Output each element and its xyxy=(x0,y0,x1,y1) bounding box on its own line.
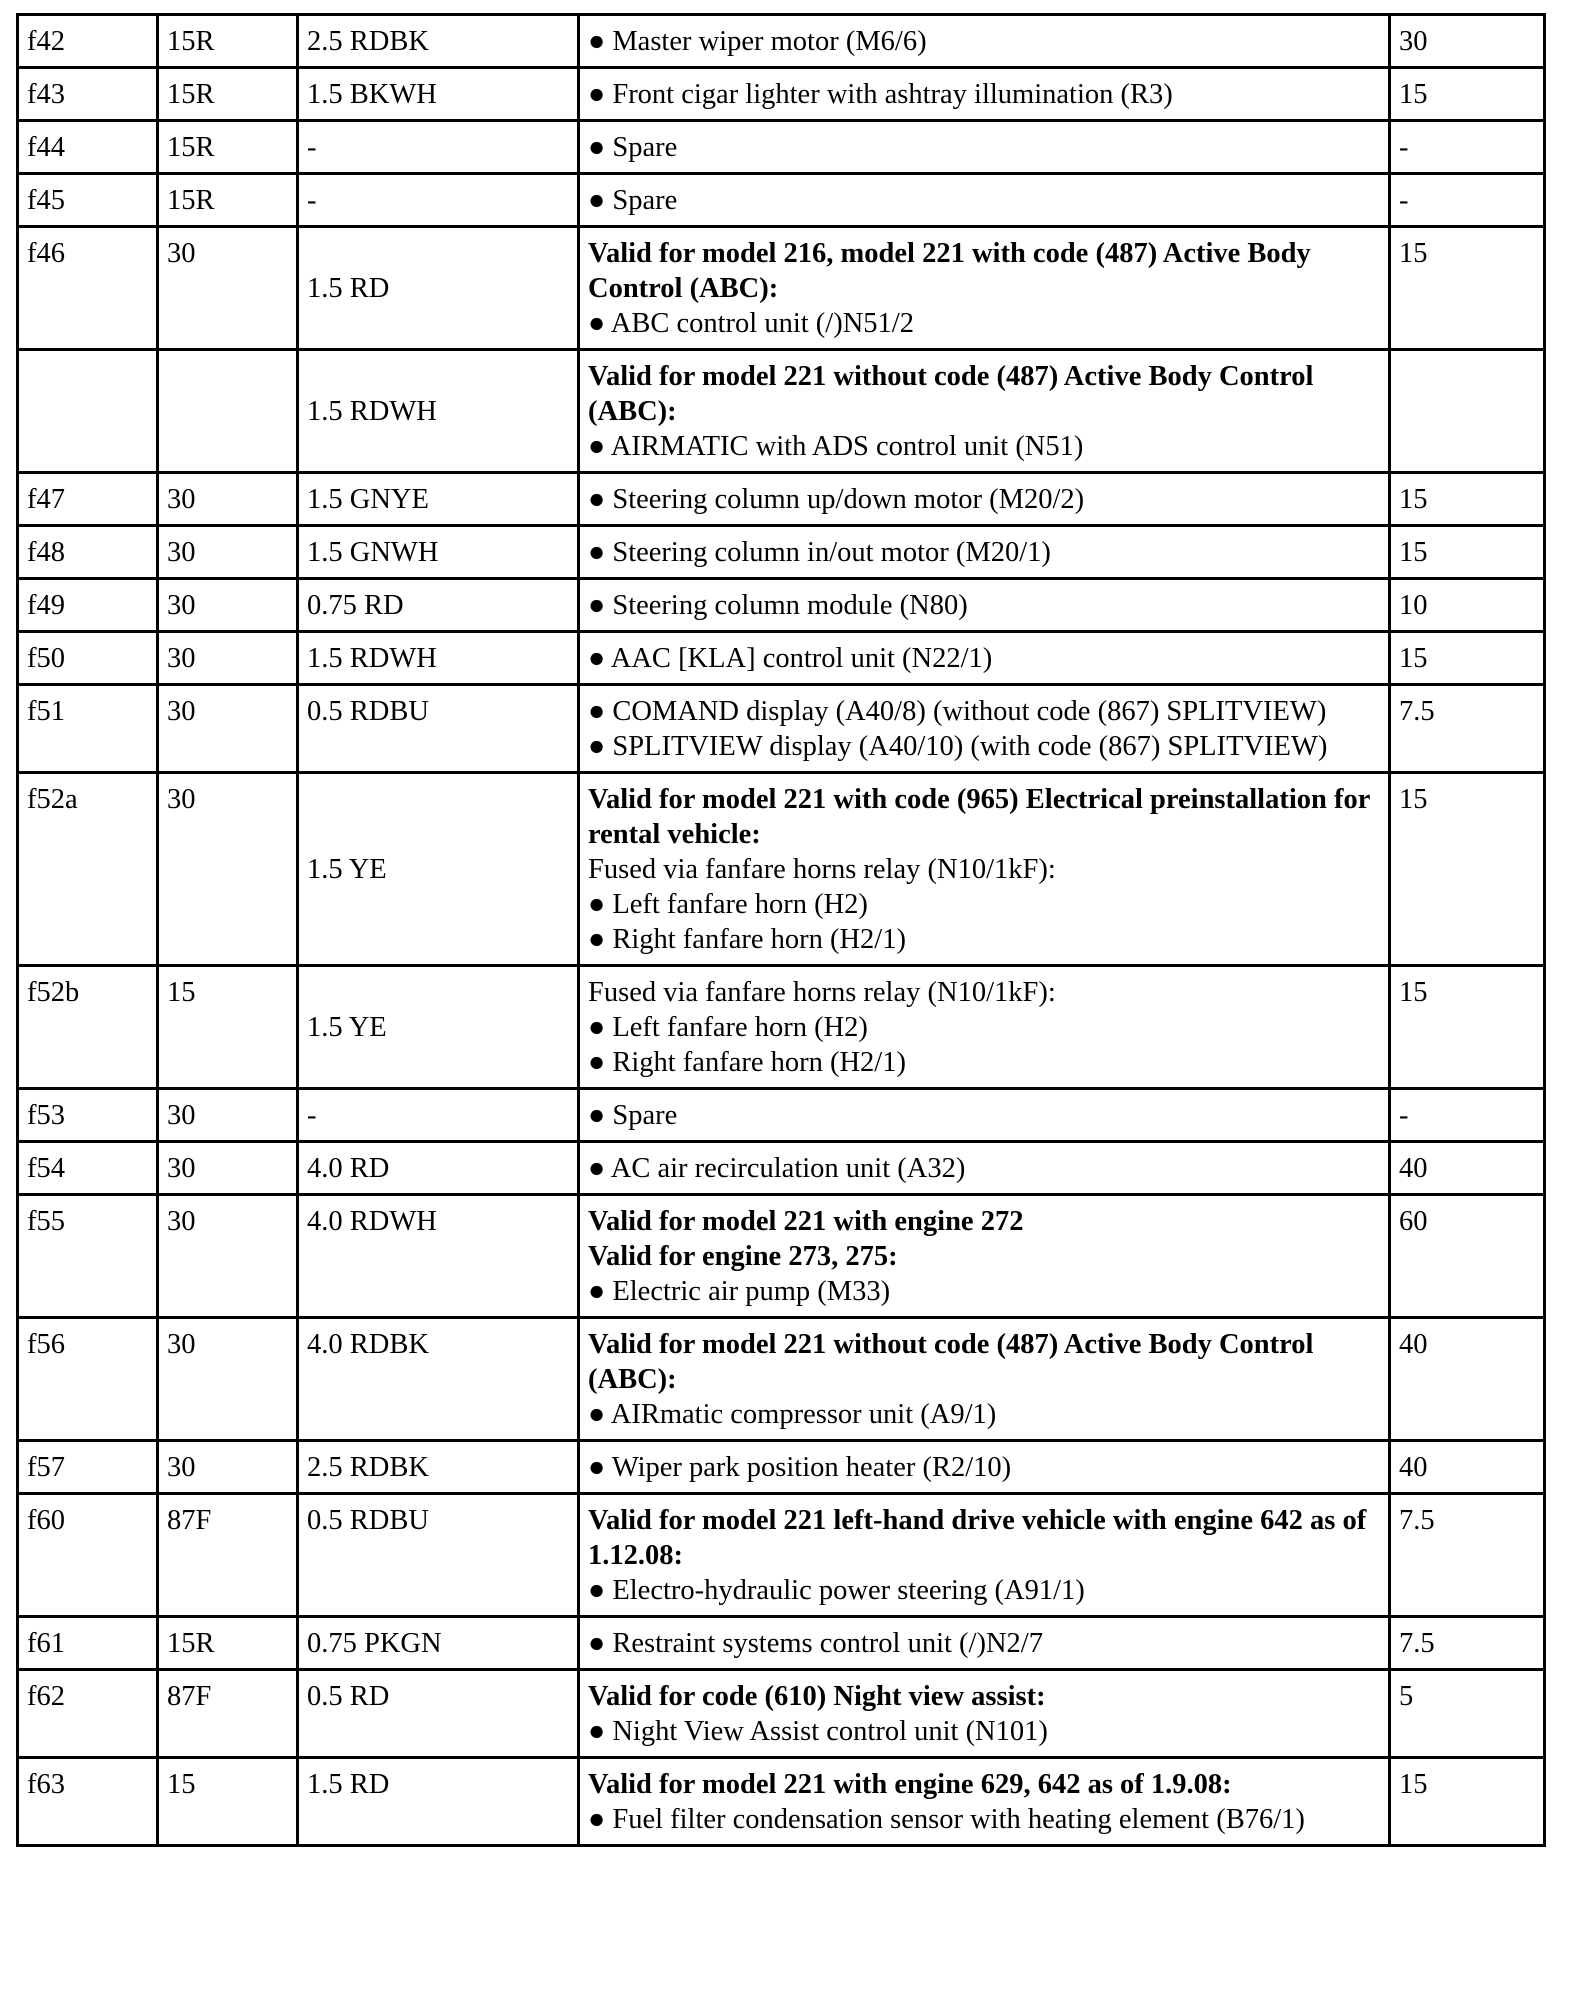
empty-margin-cell xyxy=(1545,1441,1566,1494)
amperage-cell: 30 xyxy=(1390,15,1545,68)
fuse-id-cell: f61 xyxy=(18,1617,158,1670)
table-row xyxy=(18,1318,1566,1441)
component-item: ● Steering column in/out motor (M20/1) xyxy=(588,537,1051,568)
description-cell xyxy=(579,350,1390,473)
amperage-cell: 15 xyxy=(1390,227,1545,350)
terminal-cell: 30 xyxy=(158,579,298,632)
component-item: ● AIRMATIC with ADS control unit (N51) xyxy=(588,431,1084,462)
fuse-id-cell: f50 xyxy=(18,632,158,685)
description-cell xyxy=(579,1758,1390,1846)
wire-cell: 0.75 PKGN xyxy=(298,1617,579,1670)
table-row xyxy=(18,350,1566,473)
empty-margin-cell xyxy=(1545,966,1566,1089)
fuse-id-cell: f49 xyxy=(18,579,158,632)
fuse-id-cell: f47 xyxy=(18,473,158,526)
empty-margin-cell xyxy=(1545,174,1566,227)
empty-margin-cell xyxy=(1545,773,1566,966)
fuse-id-cell: f53 xyxy=(18,1089,158,1142)
terminal-cell xyxy=(158,350,298,473)
description-cell xyxy=(579,1142,1390,1195)
validity-heading: Valid for model 221 with engine 272 xyxy=(588,1206,1024,1237)
component-item: ● COMAND display (A40/8) (without code (867) SPLITVIEW) xyxy=(588,696,1327,727)
terminal-cell: 30 xyxy=(158,473,298,526)
empty-margin-cell xyxy=(1545,1195,1566,1318)
validity-heading: Valid for model 221 left-hand drive vehicle with engine 642 as of 1.12.08: xyxy=(588,1505,1367,1571)
table-row xyxy=(18,227,1566,350)
component-item: Fused via fanfare horns relay (N10/1kF): xyxy=(588,977,1056,1008)
terminal-cell: 30 xyxy=(158,1318,298,1441)
empty-margin-cell xyxy=(1545,227,1566,350)
table-row xyxy=(18,579,1566,632)
component-item: ● Left fanfare horn (H2) xyxy=(588,1012,868,1043)
amperage-cell: 15 xyxy=(1390,526,1545,579)
wire-cell: 1.5 GNYE xyxy=(298,473,579,526)
empty-margin-cell xyxy=(1545,1318,1566,1441)
amperage-cell: - xyxy=(1390,1089,1545,1142)
terminal-cell: 30 xyxy=(158,632,298,685)
amperage-cell: 10 xyxy=(1390,579,1545,632)
empty-margin-cell xyxy=(1545,121,1566,174)
description-cell xyxy=(579,773,1390,966)
table-row xyxy=(18,121,1566,174)
wire-cell: 1.5 RDWH xyxy=(298,632,579,685)
terminal-cell: 15R xyxy=(158,15,298,68)
description-cell xyxy=(579,966,1390,1089)
terminal-cell: 30 xyxy=(158,685,298,773)
amperage-cell: - xyxy=(1390,174,1545,227)
terminal-cell: 15R xyxy=(158,121,298,174)
terminal-cell: 15R xyxy=(158,68,298,121)
empty-margin-cell xyxy=(1545,1494,1566,1617)
component-item: ● Spare xyxy=(588,185,678,216)
terminal-cell: 15R xyxy=(158,174,298,227)
component-item: ● Wiper park position heater (R2/10) xyxy=(588,1452,1012,1483)
amperage-cell: 15 xyxy=(1390,966,1545,1089)
description-cell xyxy=(579,473,1390,526)
wire-cell: 2.5 RDBK xyxy=(298,1441,579,1494)
component-item: ● SPLITVIEW display (A40/10) (with code (867) SPLITVIEW) xyxy=(588,731,1328,762)
terminal-cell: 87F xyxy=(158,1494,298,1617)
wire-cell: 0.5 RDBU xyxy=(298,1494,579,1617)
table-row xyxy=(18,174,1566,227)
amperage-cell: 15 xyxy=(1390,1758,1545,1846)
description-cell xyxy=(579,579,1390,632)
validity-heading: Valid for model 221 with engine 629, 642 as of 1.9.08: xyxy=(588,1769,1232,1800)
wire-cell: 0.75 RD xyxy=(298,579,579,632)
table-row xyxy=(18,685,1566,773)
column-rule xyxy=(577,13,580,26)
fuse-id-cell: f56 xyxy=(18,1318,158,1441)
component-item: ● Electric air pump (M33) xyxy=(588,1276,891,1307)
wire-cell: 2.5 RDBK xyxy=(298,15,579,68)
description-cell xyxy=(579,685,1390,773)
fuse-id-cell: f55 xyxy=(18,1195,158,1318)
description-cell xyxy=(579,68,1390,121)
empty-margin-cell xyxy=(1545,350,1566,473)
terminal-cell: 30 xyxy=(158,1142,298,1195)
fuse-id-cell xyxy=(18,350,158,473)
wire-cell: 1.5 RD xyxy=(298,1758,579,1846)
fuse-id-cell: f46 xyxy=(18,227,158,350)
table-row xyxy=(18,966,1566,1089)
empty-margin-cell xyxy=(1545,685,1566,773)
component-item: ● Restraint systems control unit (/)N2/7 xyxy=(588,1628,1043,1659)
column-rule xyxy=(1388,13,1391,26)
table-row xyxy=(18,1441,1566,1494)
table-row xyxy=(18,773,1566,966)
amperage-cell: 40 xyxy=(1390,1441,1545,1494)
wire-cell: 1.5 YE xyxy=(298,773,579,966)
description-cell xyxy=(579,1494,1390,1617)
wire-cell: 1.5 GNWH xyxy=(298,526,579,579)
empty-margin-cell xyxy=(1545,1089,1566,1142)
amperage-cell: - xyxy=(1390,121,1545,174)
fuse-id-cell: f45 xyxy=(18,174,158,227)
component-item: ● ABC control unit (/)N51/2 xyxy=(588,308,914,339)
terminal-cell: 15R xyxy=(158,1617,298,1670)
component-item: ● AC air recirculation unit (A32) xyxy=(588,1153,966,1184)
amperage-cell: 7.5 xyxy=(1390,1617,1545,1670)
terminal-cell: 30 xyxy=(158,1089,298,1142)
wire-cell: 4.0 RDWH xyxy=(298,1195,579,1318)
description-cell xyxy=(579,1089,1390,1142)
terminal-cell: 15 xyxy=(158,966,298,1089)
fuse-id-cell: f57 xyxy=(18,1441,158,1494)
wire-cell: - xyxy=(298,121,579,174)
table-row xyxy=(18,1195,1566,1318)
fuse-id-cell: f44 xyxy=(18,121,158,174)
component-item: ● Right fanfare horn (H2/1) xyxy=(588,1047,906,1078)
empty-margin-cell xyxy=(1545,15,1566,68)
fuse-id-cell: f43 xyxy=(18,68,158,121)
terminal-cell: 30 xyxy=(158,227,298,350)
wire-cell: - xyxy=(298,1089,579,1142)
amperage-cell xyxy=(1390,350,1545,473)
amperage-cell: 15 xyxy=(1390,773,1545,966)
description-cell xyxy=(579,1670,1390,1758)
wire-cell: 1.5 RDWH xyxy=(298,350,579,473)
table-row xyxy=(18,68,1566,121)
table-row xyxy=(18,1617,1566,1670)
validity-heading: Valid for model 221 with code (965) Electrical preinstallation for rental vehicle: xyxy=(588,784,1370,850)
fuse-table xyxy=(16,13,1566,1847)
table-row xyxy=(18,632,1566,685)
amperage-cell: 60 xyxy=(1390,1195,1545,1318)
component-item: ● Front cigar lighter with ashtray illumination (R3) xyxy=(588,79,1173,110)
fuse-id-cell: f52b xyxy=(18,966,158,1089)
component-item: ● Night View Assist control unit (N101) xyxy=(588,1716,1048,1747)
amperage-cell: 7.5 xyxy=(1390,685,1545,773)
wire-cell: 4.0 RD xyxy=(298,1142,579,1195)
description-cell xyxy=(579,227,1390,350)
description-cell xyxy=(579,632,1390,685)
component-item: ● AAC [KLA] control unit (N22/1) xyxy=(588,643,993,674)
empty-margin-cell xyxy=(1545,526,1566,579)
table-row xyxy=(18,1142,1566,1195)
terminal-cell: 30 xyxy=(158,1195,298,1318)
amperage-cell: 40 xyxy=(1390,1142,1545,1195)
terminal-cell: 30 xyxy=(158,773,298,966)
terminal-cell: 15 xyxy=(158,1758,298,1846)
description-cell xyxy=(579,1318,1390,1441)
wire-cell: 0.5 RDBU xyxy=(298,685,579,773)
fuse-id-cell: f62 xyxy=(18,1670,158,1758)
component-item: ● Steering column module (N80) xyxy=(588,590,968,621)
fuse-id-cell: f52a xyxy=(18,773,158,966)
amperage-cell: 40 xyxy=(1390,1318,1545,1441)
table-row xyxy=(18,1089,1566,1142)
component-item: ● Fuel filter condensation sensor with heating element (B76/1) xyxy=(588,1804,1305,1835)
validity-heading: Valid for engine 273, 275: xyxy=(588,1241,898,1272)
validity-heading: Valid for model 221 without code (487) Active Body Control (ABC): xyxy=(588,1329,1314,1395)
fuse-id-cell: f60 xyxy=(18,1494,158,1617)
wire-cell: 1.5 YE xyxy=(298,966,579,1089)
validity-heading: Valid for model 216, model 221 with code (487) Active Body Control (ABC): xyxy=(588,238,1311,304)
description-cell xyxy=(579,1195,1390,1318)
component-item: Fused via fanfare horns relay (N10/1kF): xyxy=(588,854,1056,885)
fuse-id-cell: f51 xyxy=(18,685,158,773)
validity-heading: Valid for model 221 without code (487) Active Body Control (ABC): xyxy=(588,361,1314,427)
component-item: ● Steering column up/down motor (M20/2) xyxy=(588,484,1085,515)
component-item: ● Electro-hydraulic power steering (A91/1) xyxy=(588,1575,1085,1606)
empty-margin-cell xyxy=(1545,473,1566,526)
empty-margin-cell xyxy=(1545,68,1566,121)
wire-cell: - xyxy=(298,174,579,227)
empty-margin-cell xyxy=(1545,1670,1566,1758)
description-cell xyxy=(579,15,1390,68)
empty-margin-cell xyxy=(1545,1758,1566,1846)
table-row xyxy=(18,15,1566,68)
description-cell xyxy=(579,121,1390,174)
amperage-cell: 15 xyxy=(1390,68,1545,121)
description-cell xyxy=(579,174,1390,227)
amperage-cell: 15 xyxy=(1390,632,1545,685)
amperage-cell: 5 xyxy=(1390,1670,1545,1758)
empty-margin-cell xyxy=(1545,1142,1566,1195)
wire-cell: 0.5 RD xyxy=(298,1670,579,1758)
column-rule xyxy=(296,13,299,26)
fuse-id-cell: f42 xyxy=(18,15,158,68)
component-item: ● AIRmatic compressor unit (A9/1) xyxy=(588,1399,997,1430)
table-row xyxy=(18,473,1566,526)
terminal-cell: 87F xyxy=(158,1670,298,1758)
wire-cell: 1.5 BKWH xyxy=(298,68,579,121)
wire-cell: 4.0 RDBK xyxy=(298,1318,579,1441)
column-rule xyxy=(1543,13,1546,26)
empty-margin-cell xyxy=(1545,1617,1566,1670)
component-item: ● Left fanfare horn (H2) xyxy=(588,889,868,920)
component-item: ● Spare xyxy=(588,132,678,163)
column-rule xyxy=(156,13,159,26)
description-cell xyxy=(579,526,1390,579)
terminal-cell: 30 xyxy=(158,1441,298,1494)
component-item: ● Spare xyxy=(588,1100,678,1131)
table-row xyxy=(18,1670,1566,1758)
component-item: ● Master wiper motor (M6/6) xyxy=(588,26,927,57)
fuse-id-cell: f48 xyxy=(18,526,158,579)
description-cell xyxy=(579,1441,1390,1494)
fuse-id-cell: f54 xyxy=(18,1142,158,1195)
table-row xyxy=(18,1494,1566,1617)
wire-cell: 1.5 RD xyxy=(298,227,579,350)
table-row xyxy=(18,1758,1566,1846)
empty-margin-cell xyxy=(1545,632,1566,685)
fuse-id-cell: f63 xyxy=(18,1758,158,1846)
amperage-cell: 7.5 xyxy=(1390,1494,1545,1617)
table-row xyxy=(18,526,1566,579)
fuse-table-body xyxy=(18,15,1566,1846)
terminal-cell: 30 xyxy=(158,526,298,579)
validity-heading: Valid for code (610) Night view assist: xyxy=(588,1681,1046,1712)
component-item: ● Right fanfare horn (H2/1) xyxy=(588,924,906,955)
description-cell xyxy=(579,1617,1390,1670)
fuse-table-page xyxy=(16,13,1564,1847)
amperage-cell: 15 xyxy=(1390,473,1545,526)
empty-margin-cell xyxy=(1545,579,1566,632)
